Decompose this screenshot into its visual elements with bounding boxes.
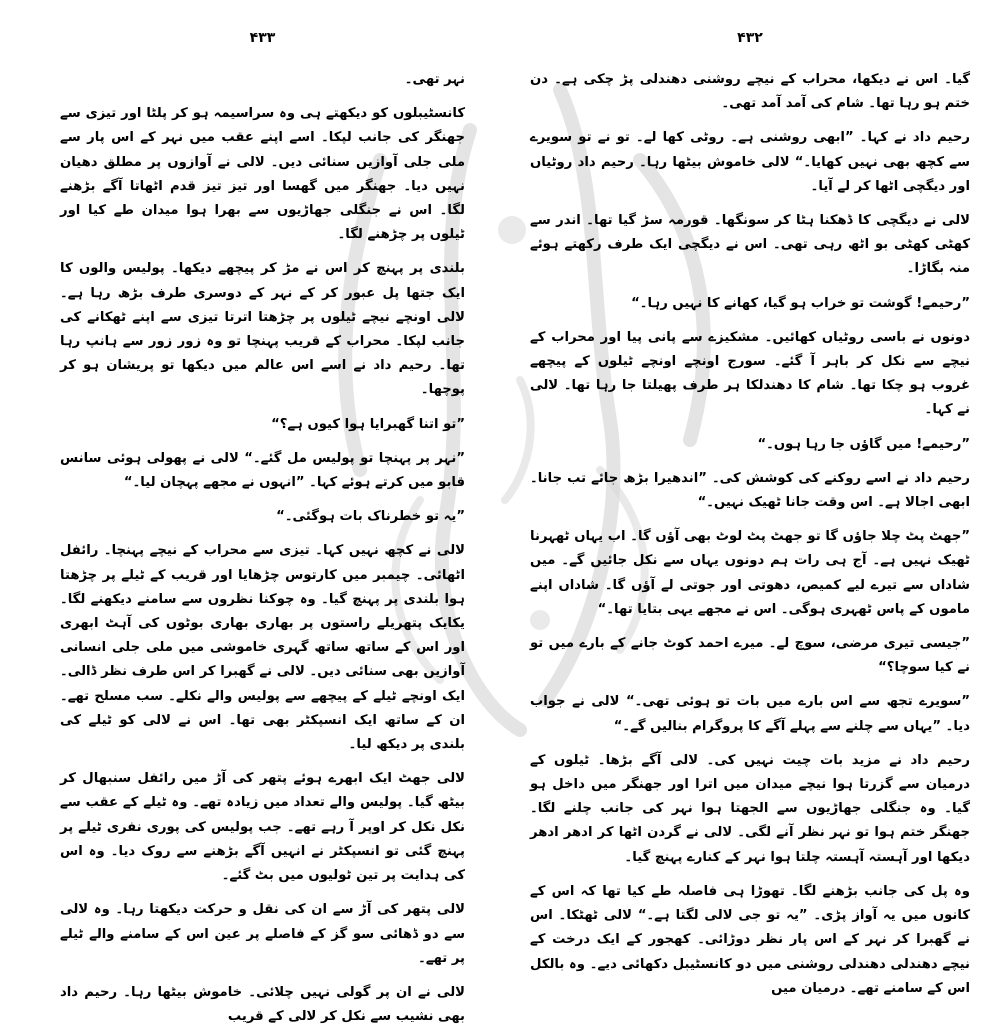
paragraph: رحیم داد نے مزید بات چیت نہیں کی۔ لالی آگے بڑھا۔ ٹیلوں کے درمیان سے گزرتا ہوا نیچے میدان میں اترا اور جھنگر میں داخل ہو گیا۔ وہ جنگلی جھاڑیوں سے الجھتا ہوا نہر کی جانب چلنے لگا۔ جھنگر ختم ہوا تو نہر نظر آنے لگی۔ لالی نے گردن اٹھا کر ادھر ادھر دیکھا اور آہستہ آہستہ چلتا ہوا نہر کے کنارے پہنچ گیا۔ [530,752,970,865]
paragraph: ”سویرے تجھ سے اس بارے میں بات تو ہوئی تھی۔“ لالی نے جواب دیا۔ ”یہاں سے چلنے سے پہلے آگے کا پروگرام بنالیں گے۔“ [530,694,970,734]
paragraph: نہر تھی۔ [404,72,465,87]
paragraph: ”نہر پر پہنچا تو پولیس مل گئے۔“ لالی نے پھولی ہوئی سانس قابو میں کرتے ہوئے کہا۔ ”انہوں نے مجھے پہچان لیا۔“ [60,450,465,491]
left-page [60,30,465,1025]
paragraph: لالی نے ان پر گولی نہیں چلائی۔ خاموش بیٹھا رہا۔ رحیم داد بھی نشیب سے نکل کر لالی کے قریب [60,984,465,1025]
paragraph: ”تو اتنا گھبرایا ہوا کیوں ہے؟“ [271,416,465,432]
paragraph: لالی نے دیگچی کا ڈھکنا ہٹا کر سونگھا۔ قورمہ سڑ گیا تھا۔ اندر سے کھٹی کھٹی بو اٹھ رہی تھی۔ اس نے دیگچی ایک طرف رکھتے ہوئے منہ بگاڑا۔ [530,213,970,277]
paragraph: لالی نے کچھ نہیں کہا۔ تیزی سے محراب کے نیچے پہنچا۔ رائفل اٹھائی۔ چیمبر میں کارتوس چڑھایا اور قریب کے ٹیلے پر چڑھتا ہوا بلندی پر پہنچ گیا۔ وہ چوکنا نظروں سے سامنے دیکھنے لگا۔ یکایک پتھریلے راستوں پر بھاری بھاری بوٹوں کی آہٹ ابھری اور اس کے ساتھ ساتھ گہری خاموشی میں ملی جلی انسانی آوازیں بھی سنائی دیں۔ لالی نے گھبرا کر اس طرف نظر ڈالی۔ ایک اونچے ٹیلے کے پیچھے سے پولیس والے نکلے۔ سب مسلح تھے۔ ان کے ساتھ ایک انسپکٹر بھی تھا۔ اس نے لالی کو ٹیلے کی بلندی پر دیکھ لیا۔ [60,543,465,753]
paragraph: ”جیسی تیری مرضی، سوچ لے۔ میرے احمد کوٹ جانے کے بارے میں تو نے کیا سوچا؟“ [530,636,970,676]
paragraph: رحیم داد نے کہا۔ ”ابھی روشنی ہے۔ روٹی کھا لے۔ تو نے تو سویرے سے کچھ بھی نہیں کھایا۔“ لالی خاموش بیٹھا رہا۔ رحیم داد روٹیاں اور دیگچی اٹھا کر لے آیا۔ [530,130,970,194]
paragraph: ”رحیمے! گوشت تو خراب ہو گیا، کھانے کا نہیں رہا۔“ [631,295,970,311]
paragraph: وہ پل کی جانب بڑھنے لگا۔ تھوڑا ہی فاصلہ طے کیا تھا کہ اس کے کانوں میں یہ آواز پڑی۔ ”یہ تو جی لالی لگتا ہے۔“ لالی ٹھٹکا۔ اس نے گھبرا کر نہر کے اس پار نظر دوڑائی۔ کھجور کے ایک درخت کے نیچے دھندلی دھندلی روشنی میں دو کانسٹیبل دکھائی دیے۔ وہ بالکل اس کے سامنے تھے۔ درمیان میں [530,883,970,996]
paragraph: ”جھٹ پٹ چلا جاؤں گا تو جھٹ پٹ لوٹ بھی آؤں گا۔ اب یہاں ٹھہرنا ٹھیک نہیں ہے۔ آج ہی رات ہم دونوں یہاں سے نکل جائیں گے۔ میں شاداں سے تیرے لیے کمیص، دھوتی اور جوتی لے آؤں گا۔ شاداں اپنے ماموں کے پاس ٹھہری ہوگی۔ اس نے مجھے یہی بتایا تھا۔“ [530,529,970,617]
page-number: ۴۳۳ [249,30,276,46]
paragraph: لالی پتھر کی آڑ سے ان کی نقل و حرکت دیکھتا رہا۔ وہ لالی سے دو ڈھائی سو گز کے فاصلے پر عین اس کے سامنے والے ٹیلے پر تھے۔ [60,902,465,966]
paragraph: کانسٹیبلوں کو دیکھتے ہی وہ سراسیمہ ہو کر پلٹا اور تیزی سے جھنگر کی جانب لپکا۔ اسے اپنے عقب میں نہر کے اس پار سے ملی جلی آوازیں سنائی دیں۔ لالی نے آوازوں پر مطلق دھیان نہیں دیا۔ جھنگر میں گھسا اور تیز تیز قدم اٹھاتا آگے بڑھنے لگا۔ اس نے جنگلی جھاڑیوں سے بھرا ہوا میدان طے کیا اور ٹیلوں پر چڑھنے لگا۔ [60,106,465,243]
paragraph: ”یہ تو خطرناک بات ہوگئی۔“ [276,509,465,525]
paragraph: دونوں نے باسی روٹیاں کھائیں۔ مشکیزے سے پانی پیا اور محراب کے نیچے سے نکل کر باہر آ گئے۔ سورج اونچے اونچے ٹیلوں کے پیچھے غروب ہو چکا تھا۔ شام کا دھندلکا ہر طرف پھیلتا جا رہا تھا۔ لالی نے کہا۔ [530,329,970,418]
right-page [530,30,970,996]
paragraph: بلندی پر پہنچ کر اس نے مڑ کر پیچھے دیکھا۔ پولیس والوں کا ایک جتھا پل عبور کر کے نہر کے دوسری طرف بڑھ رہا ہے۔ لالی اونچے نیچے ٹیلوں پر چڑھتا اترتا تیزی سے اپنے ٹھکانے کی جانب لپکا۔ محراب کے قریب پہنچا تو وہ زور زور سے ہانپ رہا تھا۔ رحیم داد نے اسے اس عالم میں دیکھا تو پریشان ہو کر پوچھا۔ [60,261,465,398]
watermark-dot-icon [498,216,526,244]
paragraph: رحیم داد نے اسے روکنے کی کوشش کی۔ ”اندھیرا بڑھ جائے تب جانا۔ ابھی اجالا ہے۔ اس وقت جانا ٹھیک نہیں۔“ [530,470,970,511]
paragraph: لالی جھٹ ایک ابھرے ہوئے پتھر کی آڑ میں رائفل سنبھال کر بیٹھ گیا۔ پولیس والے تعداد میں زیادہ تھے۔ وہ ٹیلے کے عقب سے نکل نکل کر اوپر آ رہے تھے۔ جب پولیس کی پوری نفری ٹیلے پر پہنچ گئی تو انسپکٹر نے انہیں آگے بڑھنے سے روک دیا۔ وہ اس کی ہدایت پر تین ٹولیوں میں بٹ گئے۔ [60,771,465,884]
paragraph: ”رحیمے! میں گاؤں جا رہا ہوں۔“ [757,436,970,452]
page-number: ۴۳۲ [737,30,763,46]
paragraph: گیا۔ اس نے دیکھا، محراب کے نیچے روشنی دھندلی پڑ چکی ہے۔ دن ختم ہو رہا تھا۔ شام کی آمد آمد تھی۔ [530,72,970,112]
